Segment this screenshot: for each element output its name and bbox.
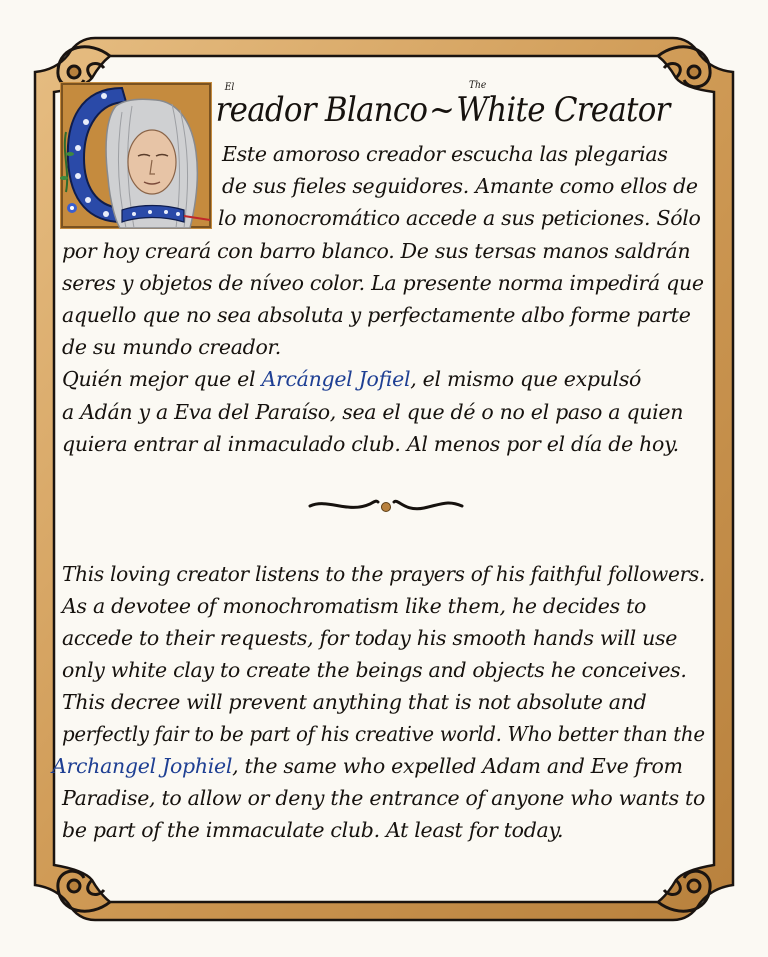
en-line-2: As a devotee of monochromatism like them, he decides to xyxy=(62,594,647,618)
es-line-9: a Adán y a Eva del Paraíso, sea el que dé o no el paso a quien xyxy=(62,400,684,424)
title-spanish: reador Blanco xyxy=(215,90,428,130)
archangel-name-es: Arcángel Jofiel xyxy=(261,367,411,391)
es-line-1: Este amoroso creador escucha las plegarias xyxy=(222,142,668,166)
es-line-7: de su mundo creador. xyxy=(62,335,281,359)
es-line-5: seres y objetos de níveo color. La presente norma impedirá que xyxy=(62,271,704,295)
es-line-2: de sus fieles seguidores. Amante como ellos de xyxy=(222,174,698,198)
en-line-6: perfectly fair to be part of his creative world. Who better than the xyxy=(62,722,705,746)
en-line-7-post: , the same who expelled Adam and Eve from xyxy=(232,754,683,778)
illuminated-portrait xyxy=(60,82,212,229)
es-line-4: por hoy creará con barro blanco. De sus tersas manos saldrán xyxy=(62,239,691,263)
en-line-5: This decree will prevent anything that is not absolute and xyxy=(62,690,647,714)
title-small-the: The xyxy=(468,80,487,91)
divider-flourish-icon xyxy=(308,492,464,522)
es-line-6: aquello que no sea absoluta y perfectamente albo forme parte xyxy=(62,303,691,327)
es-line-8-post: , el mismo que expulsó xyxy=(410,367,642,391)
en-line-9: be part of the immaculate club. At least for today. xyxy=(62,818,564,842)
es-line-8-pre: Quién mejor que el xyxy=(62,367,262,391)
en-line-1: This loving creator listens to the prayers of his faithful followers. xyxy=(62,562,706,586)
en-line-3: accede to their requests, for today his smooth hands will use xyxy=(62,626,678,650)
es-line-8 xyxy=(62,369,641,390)
title-separator: ~ xyxy=(429,90,455,130)
archangel-name-en: Archangel Jophiel xyxy=(52,754,233,778)
en-line-4: only white clay to create the beings and objects he conceives. xyxy=(62,658,687,682)
title-small-el: El xyxy=(224,82,235,93)
en-line-8: Paradise, to allow or deny the entrance of anyone who wants to xyxy=(62,786,706,810)
en-line-7 xyxy=(52,756,683,777)
title-english: White Creator xyxy=(456,90,670,130)
es-line-10: quiera entrar al inmaculado club. Al menos por el día de hoy. xyxy=(62,432,679,456)
es-line-3: lo monocromático accede a sus peticiones. Sólo xyxy=(218,206,701,230)
